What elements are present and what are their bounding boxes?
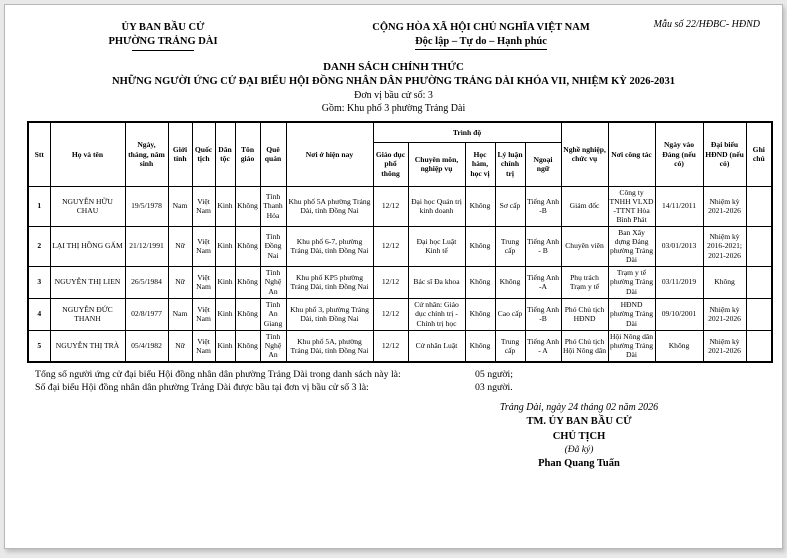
table-cell: Không [703,266,746,298]
col-header-political-theory: Lý luận chính trị [495,142,525,186]
table-cell: Kinh [215,266,235,298]
signature-date-place: Trảng Dài, ngày 24 tháng 02 năm 2026 [499,402,659,414]
table-cell [746,186,772,226]
table-cell: 12/12 [373,226,408,266]
table-cell: Kinh [215,298,235,330]
table-cell: Không [655,330,703,362]
signature-org: TM. ỦY BAN BẦU CỬ [526,416,632,428]
table-cell [746,266,772,298]
table-cell: 21/12/1991 [125,226,168,266]
table-cell: Không [235,226,260,266]
table-cell: Bác sĩ Đa khoa [408,266,465,298]
table-row [28,226,772,266]
table-cell: HĐND phường Trảng Dài [608,298,655,330]
summary-label-1: Tổng số người ứng cử đại biểu Hội đồng nhân dân phường Trảng Dài trong danh sách này là: [35,369,401,381]
table-cell: 19/5/1978 [125,186,168,226]
table-cell: Chuyên viên [561,226,608,266]
table-cell: Việt Nam [192,298,215,330]
col-header-foreign-language: Ngoại ngữ [525,142,561,186]
table-cell: Phó Chủ tịch HĐND [561,298,608,330]
election-area-line: Gồm: Khu phố 3 phường Trảng Dài [321,102,466,114]
signature-block [404,401,754,471]
col-header-hometown: Quê quán [260,122,286,186]
table-cell: Không [465,298,495,330]
table-cell: 3 [28,266,50,298]
table-row [28,298,772,330]
table-cell: Không [465,226,495,266]
col-header-academic: Học hàm, học vị [465,142,495,186]
table-cell: Tiếng Anh - B [525,226,561,266]
table-cell: Cử nhân: Giáo dục chính trị - Chính trị học [408,298,465,330]
table-cell: Kinh [215,226,235,266]
national-motto: Độc lập – Tự do – Hạnh phúc [415,35,547,51]
col-header-education-group: Trình độ [373,122,561,142]
table-cell: Khu phố 3, phường Trảng Dài, tỉnh Đồng Nai [286,298,373,330]
col-header-notes: Ghi chú [746,122,772,186]
table-cell: Khu phố KP5 phường Trảng Dài, tỉnh Đồng Nai [286,266,373,298]
table-cell [746,330,772,362]
col-header-stt: Stt [28,122,50,186]
table-cell: Nhiệm kỳ 2016-2021; 2021-2026 [703,226,746,266]
table-cell: Nữ [168,266,192,298]
table-cell: Trung cấp [495,226,525,266]
table-cell: 5 [28,330,50,362]
table-cell: Không [465,186,495,226]
col-header-party-date: Ngày vào Đảng (nếu có) [655,122,703,186]
signature-name: Phan Quang Tuấn [538,458,620,470]
table-cell: 12/12 [373,266,408,298]
col-header-council-member: Đại biểu HĐND (nếu có) [703,122,746,186]
table-cell: Việt Nam [192,266,215,298]
summary-value-2: 03 người. [475,382,513,394]
candidate-table [27,121,773,363]
election-unit-line: Đơn vị bầu cử số: 3 [354,89,433,101]
table-cell: 26/5/1984 [125,266,168,298]
table-cell: Tiếng Anh -B [525,186,561,226]
table-cell: Việt Nam [192,330,215,362]
col-header-religion: Tôn giáo [235,122,260,186]
national-header-block [311,21,651,51]
table-cell: Không [235,298,260,330]
issuing-org-line1: ỦY BAN BẦU CỬ [121,22,205,33]
table-cell: Việt Nam [192,186,215,226]
table-row [28,266,772,298]
table-cell: Tỉnh Thanh Hóa [260,186,286,226]
table-cell: Sơ cấp [495,186,525,226]
table-cell: 05/4/1982 [125,330,168,362]
table-cell [746,298,772,330]
table-cell: Tỉnh An Giang [260,298,286,330]
table-cell: Công ty TNHH VLXD -TTNT Hòa Bình Phát [609,187,654,225]
signature-role: CHỦ TỊCH [552,430,606,442]
table-cell: Khu phố 5A phường Trảng Dài, tỉnh Đồng Nai [286,186,373,226]
table-cell: Nhiệm kỳ 2021-2026 [703,330,746,362]
form-number: Mẫu số 22/HĐBC- HĐND [653,19,760,30]
title-line1: DANH SÁCH CHÍNH THỨC [323,61,464,74]
summary-block [35,368,782,394]
table-cell: Tiếng Anh - A [525,330,561,362]
table-cell: Không [465,330,495,362]
document-page [4,4,783,549]
col-header-residence: Nơi ở hiện nay [286,122,373,186]
table-cell: Việt Nam [192,226,215,266]
table-cell: Tỉnh Nghệ An [260,266,286,298]
table-cell: Nữ [168,226,192,266]
table-cell: Không [495,266,525,298]
table-cell: Tiếng Anh -B [525,298,561,330]
title-line2: NHỮNG NGƯỜI ỨNG CỬ ĐẠI BIỂU HỘI ĐỒNG NHÂN DÂN PHƯỜNG TRẢNG DÀI KHÓA VII, NHIỆM KỲ 2026-2031 [112,75,675,87]
summary-value-1: 05 người; [475,369,513,381]
table-cell: 2 [28,226,50,266]
table-cell: 14/11/2011 [655,186,703,226]
table-cell: NGUYỄN THỊ TRÀ [50,330,125,362]
table-cell: 1 [28,186,50,226]
table-cell: Giám đốc [561,186,608,226]
table-cell [746,226,772,266]
col-header-nationality: Quốc tịch [192,122,215,186]
table-cell: Trạm y tế phường Trảng Dài [608,266,655,298]
table-cell: Đại học Luật Kinh tế [408,226,465,266]
col-header-general-education: Giáo dục phổ thông [373,142,408,186]
candidate-table-body [28,186,772,362]
summary-line-elected-seats [35,381,782,394]
table-row [28,330,772,362]
table-cell: 12/12 [373,298,408,330]
table-cell: Ban Xây dựng Đảng phường Trảng Dài [608,226,655,266]
table-cell: Trung cấp [495,330,525,362]
table-cell: Nhiệm kỳ 2021-2026 [703,186,746,226]
table-cell: Khu phố 5A, phường Trảng Dài, tỉnh Đồng Nai [286,330,373,362]
table-cell: NGUYỄN HỮU CHAU [50,186,125,226]
col-header-name: Họ và tên [50,122,125,186]
national-title: CỘNG HÒA XÃ HỘI CHỦ NGHĨA VIỆT NAM [372,22,590,33]
col-header-dob: Ngày, tháng, năm sinh [125,122,168,186]
table-cell: 03/01/2013 [655,226,703,266]
table-cell: Không [235,266,260,298]
table-cell: Nam [168,186,192,226]
table-cell: Tỉnh Đồng Nai [260,226,286,266]
col-header-gender: Giới tính [168,122,192,186]
table-cell: Kinh [215,330,235,362]
table-cell: 03/11/2019 [655,266,703,298]
col-header-professional: Chuyên môn, nghiệp vụ [408,142,465,186]
table-cell: Không [235,186,260,226]
issuing-org-block [53,21,273,51]
table-cell: LẠI THỊ HỒNG GẤM [50,226,125,266]
table-cell: 12/12 [373,186,408,226]
col-header-occupation: Nghề nghiệp, chức vụ [561,122,608,186]
table-cell: 4 [28,298,50,330]
table-cell: Cử nhân Luật [408,330,465,362]
table-cell: Tiếng Anh -A [525,266,561,298]
col-header-ethnicity: Dân tộc [215,122,235,186]
table-cell: NGUYỄN ĐỨC THANH [50,298,125,330]
table-header [28,122,772,186]
table-cell: Cao cấp [495,298,525,330]
table-cell: Nữ [168,330,192,362]
summary-label-2: Số đại biểu Hội đồng nhân dân phường Trảng Dài được bầu tại đơn vị bầu cử số 3 là: [35,382,369,394]
table-cell: Khu phố 6-7, phường Trảng Dài, tỉnh Đồng Nai [286,226,373,266]
table-cell: Không [235,330,260,362]
org-underline [132,50,194,51]
col-header-workplace: Nơi công tác [608,122,655,186]
document-title-block [5,60,782,115]
summary-line-total-candidates [35,368,782,381]
table-cell: Nhiệm kỳ 2021-2026 [703,298,746,330]
table-cell: Phụ trách Trạm y tế [561,266,608,298]
table-cell: Tỉnh Nghệ An [260,330,286,362]
table-cell: 12/12 [373,330,408,362]
issuing-org-line2: PHƯỜNG TRẢNG DÀI [108,35,218,47]
table-cell: NGUYỄN THỊ LIEN [50,266,125,298]
table-row [28,186,772,226]
table-cell: Nam [168,298,192,330]
table-cell: 02/8/1977 [125,298,168,330]
table-cell: 09/10/2001 [655,298,703,330]
table-cell: Hội Nông dân phường Trảng Dài [608,330,655,362]
signature-signed-note: (Đã ký) [564,445,594,456]
table-cell: Không [465,266,495,298]
table-cell: Phó Chủ tịch Hội Nông dân [561,330,608,362]
table-cell: Đại học Quản trị kinh doanh [408,186,465,226]
table-cell: Kinh [215,186,235,226]
